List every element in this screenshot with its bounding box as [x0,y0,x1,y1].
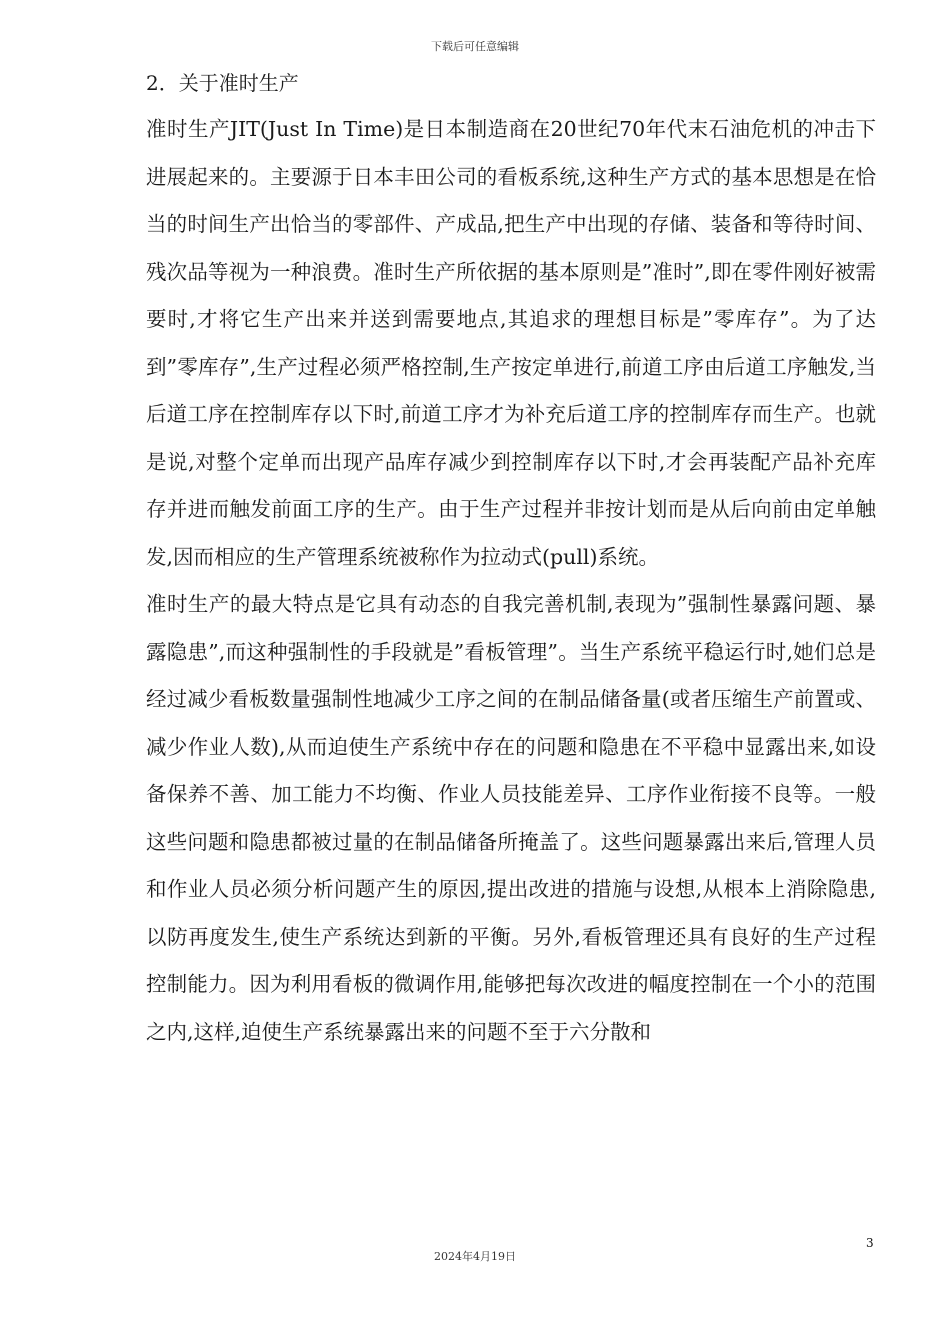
document-body [146,60,876,1056]
page-footer-date: 2024年4月19日 [434,1250,516,1263]
page-header: 下载后可任意编辑 [431,40,519,53]
paragraph-jit-definition: 准时生产JIT(Just In Time)是日本制造商在20世纪70年代末石油危机的冲击下进展起来的。主要源于日本丰田公司的看板系统,这种生产方式的基本思想是在恰当的时间生产出恰当的零部件、产成品,把生产中出现的存储、装备和等待时间、残次品等视为一种浪费。准时生产所依据的基本原则是”准时”,即在零件刚好被需要时,才将它生产出来并送到需要地点,其追求的理想目标是”零库存”。为了达到”零库存”,生产过程必须严格控制,生产按定单进行,前道工序由后道工序触发,当后道工序在控制库存以下时,前道工序才为补充后道工序的控制库存而生产。也就是说,对整个定单而出现产品库存减少到控制库存以下时,才会再装配产品补充库存并进而触发前面工序的生产。由于生产过程并非按计划而是从后向前由定单触发,因而相应的生产管理系统被称作为拉动式(pull)系统。 [146,117,876,569]
paragraph-jit-features: 准时生产的最大特点是它具有动态的自我完善机制,表现为”强制性暴露问题、暴露隐患”,而这种强制性的手段就是”看板管理”。当生产系统平稳运行时,她们总是经过减少看板数量强制性地减少工序之间的在制品储备量(或者压缩生产前置或、减少作业人数),从而迫使生产系统中存在的问题和隐患在不平稳中显露出来,如设备保养不善、加工能力不均衡、作业人员技能差异、工序作业衔接不良等。一般这些问题和隐患都被过量的在制品储备所掩盖了。这些问题暴露出来后,管理人员和作业人员必须分析问题产生的原因,提出改进的措施与设想,从根本上消除隐患,以防再度发生,使生产系统达到新的平衡。另外,看板管理还具有良好的生产过程控制能力。因为利用看板的微调作用,能够把每次改进的幅度控制在一个小的范围之内,这样,迫使生产系统暴露出来的问题不至于六分散和 [146,592,876,1044]
page-number: 3 [866,1236,874,1250]
section-heading: 2．关于准时生产 [146,71,299,95]
